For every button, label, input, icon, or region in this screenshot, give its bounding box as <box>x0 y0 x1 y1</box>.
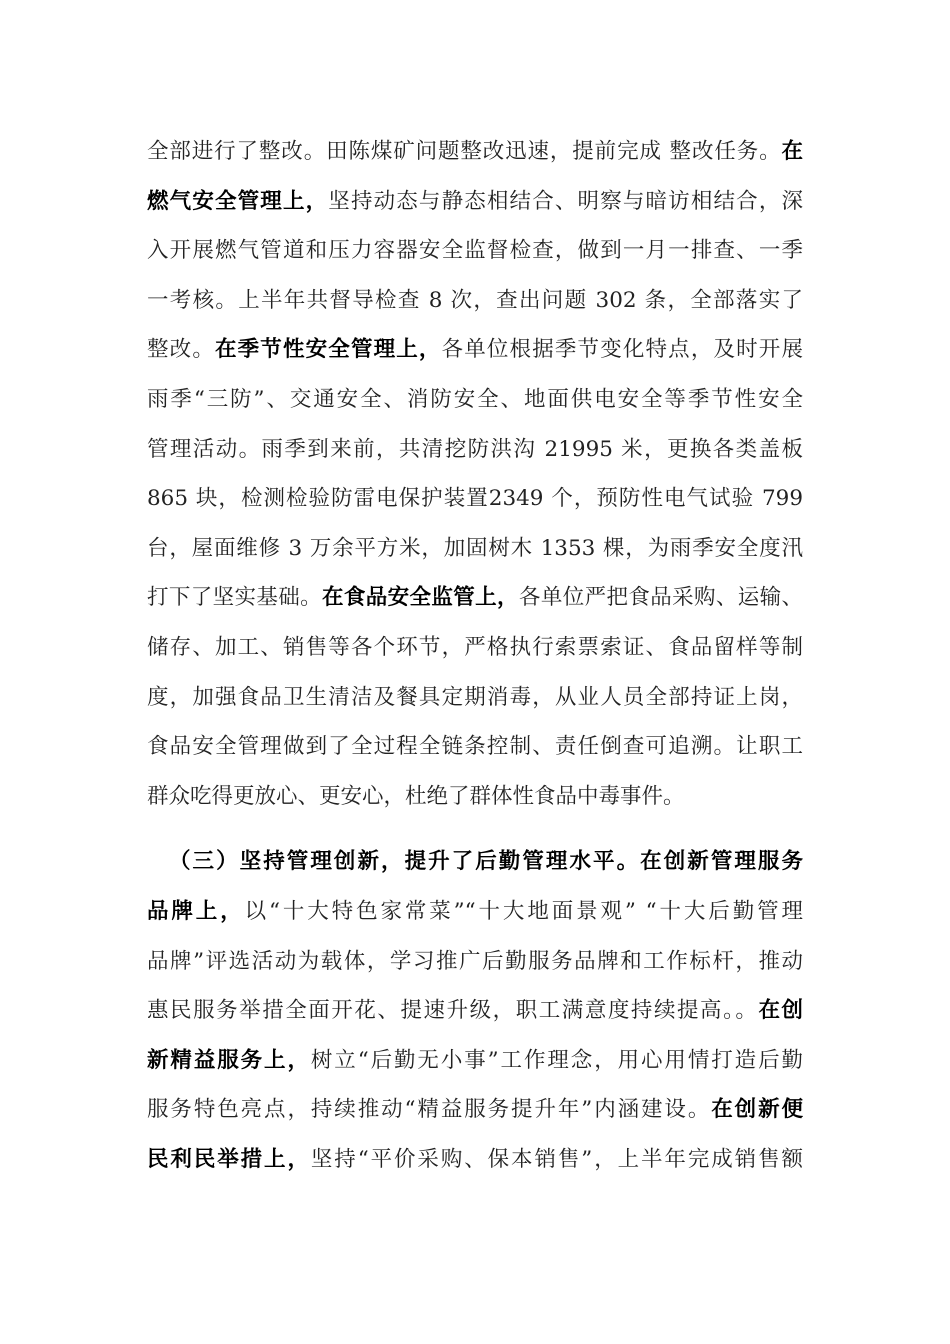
text-line <box>147 623 803 673</box>
text-segment: 整改。 <box>147 337 215 363</box>
text-line <box>147 425 803 475</box>
text-segment: 入开展燃气管道和压力容器安全监督检查，做到一月一排查、一季 <box>147 238 803 264</box>
text-line <box>147 276 803 326</box>
text-segment: 打下了坚实基础。 <box>147 585 323 611</box>
text-segment: 各单位根据季节变化特点，及时开展 <box>441 337 803 363</box>
text-line <box>147 573 803 623</box>
text-line <box>147 1135 803 1185</box>
text-line <box>147 1085 803 1135</box>
bold-text-segment: 燃气安全管理上， <box>147 188 329 214</box>
text-segment: 惠民服务举措全面开花、提速升级，职工满意度持续提高。。 <box>147 998 759 1024</box>
bold-text-segment: 新精益服务上， <box>147 1047 311 1073</box>
text-line <box>147 375 803 425</box>
text-segment: 群众吃得更放心、更安心，杜绝了群体性食品中毒事件。 <box>147 783 685 809</box>
text-segment: 度，加强食品卫生清洁及餐具定期消毒，从业人员全部持证上岗， <box>147 684 803 710</box>
bold-text-segment: 在 <box>781 139 803 164</box>
text-segment: 雨季“三防”、交通安全、消防安全、地面供电安全等季节性安全 <box>147 386 803 412</box>
text-segment: 各单位严把食品采购、运输、 <box>518 585 803 611</box>
text-line <box>147 325 803 375</box>
text-segment: 台，屋面维修 3 万余平方米，加固树木 1353 棵，为雨季安全度汛 <box>147 535 803 561</box>
bold-text-segment: （三）坚持管理创新，提升了后勤管理水平。在创新管理服务 <box>169 849 803 875</box>
text-segment: 865 块，检测检验防雷电保护装置2349 个，预防性电气试验 799 <box>147 486 803 512</box>
text-segment: 坚持“平价采购、保本销售”，上半年完成销售额 <box>310 1146 803 1172</box>
text-line <box>147 772 803 822</box>
text-segment: 全部进行了整改。田陈煤矿问题整改迅速，提前完成 整改任务。 <box>147 139 782 164</box>
section-heading-line <box>147 837 803 887</box>
text-line <box>147 1036 803 1086</box>
text-segment: 品牌”评选活动为载体，学习推广后勤服务品牌和工作标杆，推动 <box>147 948 803 974</box>
text-line <box>147 722 803 772</box>
bold-text-segment: 在食品安全监管上， <box>322 585 519 611</box>
text-line <box>147 127 803 177</box>
bold-text-segment: 民利民举措上， <box>147 1146 311 1172</box>
bold-text-segment: 品牌上， <box>147 898 245 924</box>
text-segment: 坚持动态与静态相结合、明察与暗访相结合，深 <box>328 188 803 214</box>
text-line <box>147 937 803 987</box>
document-body <box>147 127 803 1184</box>
text-line <box>147 986 803 1036</box>
bold-text-segment: 在季节性安全管理上， <box>214 337 442 363</box>
text-line <box>147 474 803 524</box>
text-line <box>147 887 803 937</box>
text-segment: 储存、加工、销售等各个环节，严格执行索票索证、食品留样等制 <box>147 634 803 660</box>
text-segment: 树立“后勤无小事”工作理念，用心用情打造后勤 <box>310 1047 803 1073</box>
text-line <box>147 226 803 276</box>
text-line <box>147 177 803 227</box>
text-segment: 食品安全管理做到了全过程全链条控制、责任倒查可追溯。让职工 <box>147 734 803 760</box>
text-line <box>147 673 803 723</box>
text-segment: 以“十大特色家常菜”“十大地面景观” “十大后勤管理 <box>244 898 803 924</box>
text-segment: 管理活动。雨季到来前，共清挖防洪沟 21995 米，更换各类盖板 <box>147 436 803 462</box>
text-line <box>147 524 803 574</box>
text-segment: 服务特色亮点，持续推动“精益服务提升年”内涵建设。 <box>147 1097 712 1123</box>
bold-text-segment: 在创新便 <box>711 1097 803 1123</box>
bold-text-segment: 在创 <box>758 998 803 1024</box>
text-segment: 一考核。上半年共督导检查 8 次，查出问题 302 条，全部落实了 <box>147 287 803 313</box>
